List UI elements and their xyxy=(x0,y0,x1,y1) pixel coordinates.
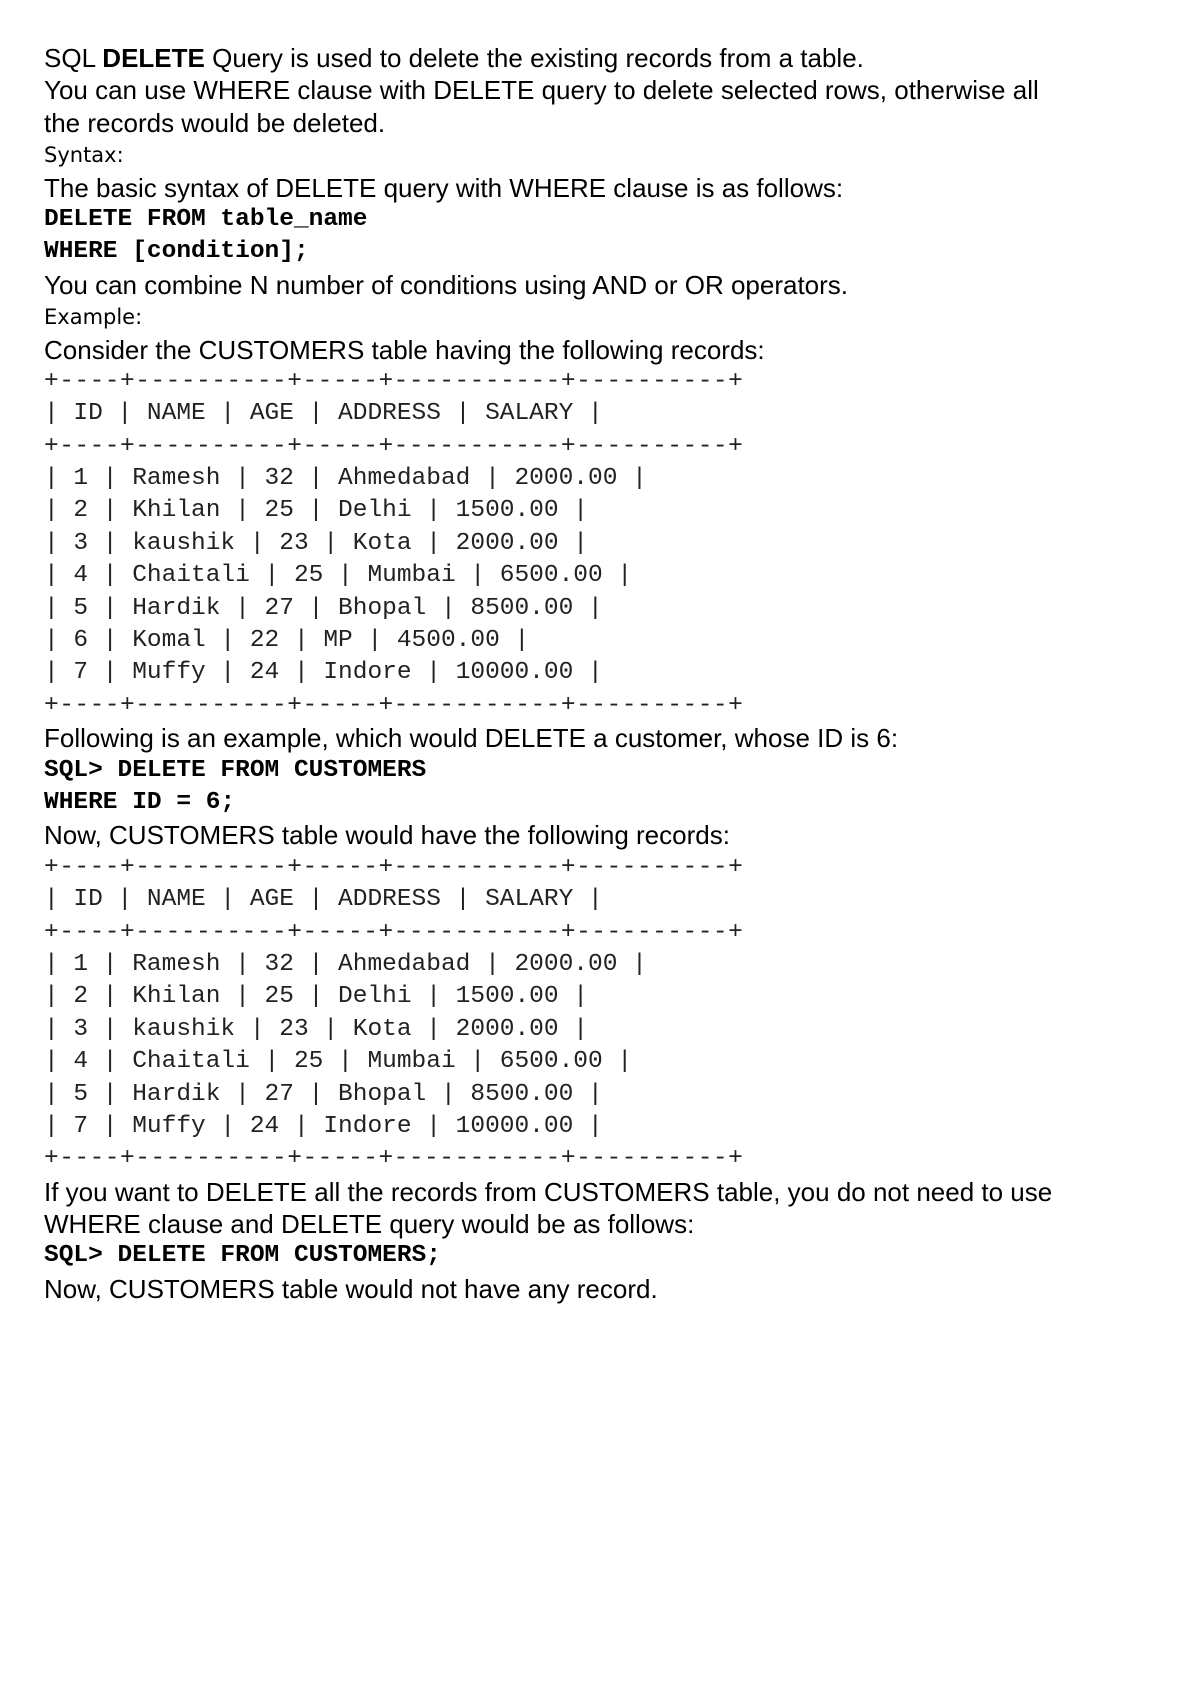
delete-all-description-line-1: If you want to DELETE all the records from CUSTOMERS table, you do not need to use xyxy=(44,1176,1053,1207)
table-row: | 2 | Khilan | 25 | Delhi | 1500.00 | xyxy=(44,983,588,1011)
final-note: Now, CUSTOMERS table would not have any record. xyxy=(44,1273,658,1304)
para1-line-1: You can use WHERE clause with DELETE query to delete selected rows, otherwise all xyxy=(44,75,1039,106)
syntax-code-line-1: DELETE FROM table_name xyxy=(44,205,368,233)
table-header-row: | ID | NAME | AGE | ADDRESS | SALARY | xyxy=(44,886,603,914)
table-row: | 1 | Ramesh | 32 | Ahmedabad | 2000.00 | xyxy=(44,950,647,978)
delete-example-code-line-2: WHERE ID = 6; xyxy=(44,788,236,816)
table-header-row: | ID | NAME | AGE | ADDRESS | SALARY | xyxy=(44,400,603,428)
table-row: | 7 | Muffy | 24 | Indore | 10000.00 | xyxy=(44,1112,603,1140)
table-row: | 6 | Komal | 22 | MP | 4500.00 | xyxy=(44,627,530,655)
table-row: | 3 | kaushik | 23 | Kota | 2000.00 | xyxy=(44,529,588,557)
table-row: | 4 | Chaitali | 25 | Mumbai | 6500.00 | xyxy=(44,1048,633,1076)
intro-line xyxy=(44,42,1174,74)
delete-example-code-line-1: SQL> DELETE FROM CUSTOMERS xyxy=(44,756,427,784)
delete-all-description-line-2: WHERE clause and DELETE query would be as follows: xyxy=(44,1209,695,1240)
syntax-heading: Syntax: xyxy=(44,143,124,168)
after-description: Now, CUSTOMERS table would have the following records: xyxy=(44,820,730,851)
table-row: | 1 | Ramesh | 32 | Ahmedabad | 2000.00 | xyxy=(44,465,647,493)
syntax-code-line-2: WHERE [condition]; xyxy=(44,238,309,266)
intro-lead: SQL xyxy=(44,43,103,73)
table-row: | 2 | Khilan | 25 | Delhi | 1500.00 | xyxy=(44,497,588,525)
para1-line-2: the records would be deleted. xyxy=(44,107,386,138)
table-row: | 5 | Hardik | 27 | Bhopal | 8500.00 | xyxy=(44,594,603,622)
example-heading: Example: xyxy=(44,305,143,330)
delete-all-code: SQL> DELETE FROM CUSTOMERS; xyxy=(44,1242,441,1270)
intro-bold-keyword: DELETE xyxy=(102,43,205,73)
syntax-description: The basic syntax of DELETE query with WHERE clause is as follows: xyxy=(44,172,844,203)
table-border-top: +----+----------+-----+-----------+----------+ xyxy=(44,853,744,881)
table-after xyxy=(44,852,1174,1176)
table-row: | 5 | Hardik | 27 | Bhopal | 8500.00 | xyxy=(44,1080,603,1108)
combine-note: You can combine N number of conditions using AND or OR operators. xyxy=(44,269,849,300)
example-description: Consider the CUSTOMERS table having the following records: xyxy=(44,334,765,365)
table-border-bottom: +----+----------+-----+-----------+----------+ xyxy=(44,1145,744,1173)
table-before xyxy=(44,366,1174,722)
table-border-bottom: +----+----------+-----+-----------+----------+ xyxy=(44,691,744,719)
table-border-top: +----+----------+-----+-----------+----------+ xyxy=(44,367,744,395)
table-row: | 3 | kaushik | 23 | Kota | 2000.00 | xyxy=(44,1015,588,1043)
table-row: | 4 | Chaitali | 25 | Mumbai | 6500.00 | xyxy=(44,562,633,590)
table-border-mid: +----+----------+-----+-----------+----------+ xyxy=(44,918,744,946)
delete-example-description: Following is an example, which would DELETE a customer, whose ID is 6: xyxy=(44,723,899,754)
table-border-mid: +----+----------+-----+-----------+----------+ xyxy=(44,432,744,460)
intro-rest: Query is used to delete the existing records from a table. xyxy=(204,43,864,73)
table-row: | 7 | Muffy | 24 | Indore | 10000.00 | xyxy=(44,659,603,687)
document-page xyxy=(44,42,1174,1305)
